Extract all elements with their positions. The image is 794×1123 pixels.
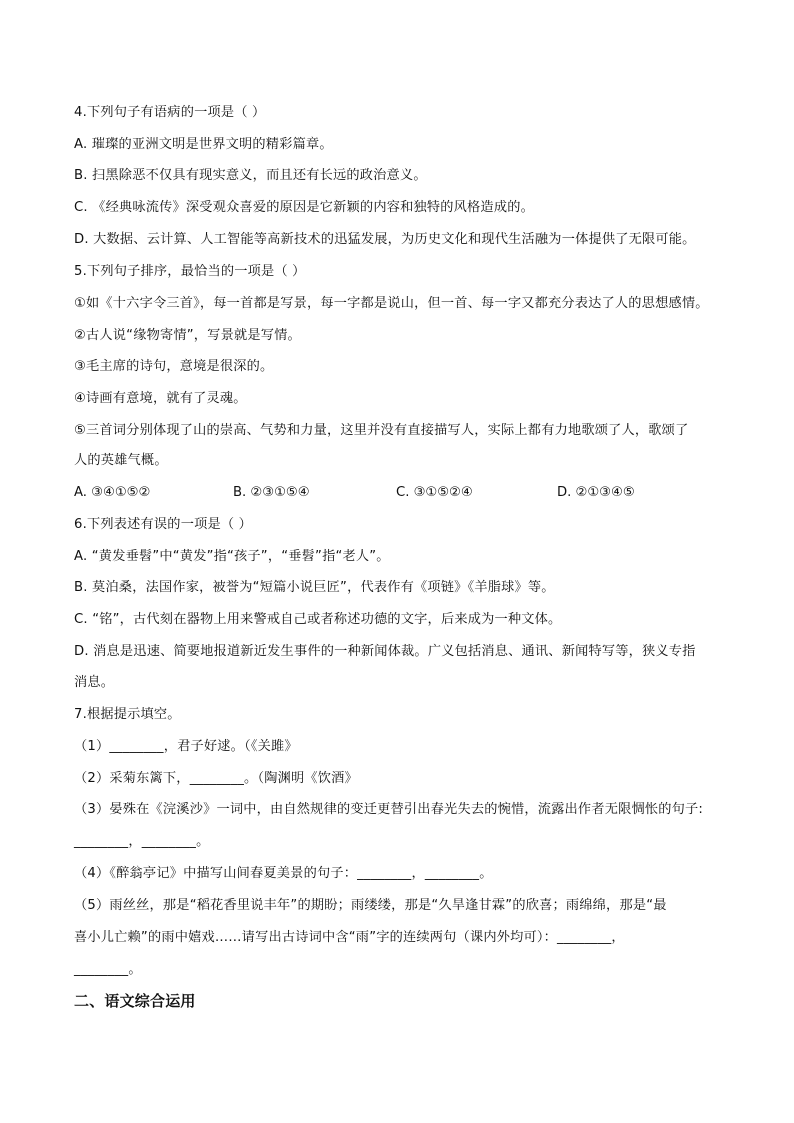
q5-stem: 5.下列句子排序，最恰当的一项是（ ）	[74, 264, 306, 279]
q5-sentence-5-line1: ⑤三首词分别体现了山的崇高、气势和力量，这里并没有直接描写人，实际上都有力地歌颂了人，歌颂了	[74, 423, 689, 438]
q4-option-b: B. 扫黑除恶不仅具有现实意义，而且还有长远的政治意义。	[74, 168, 427, 183]
q6-option-d-line1: D. 消息是迅速、简要地报道新近发生事件的一种新闻体裁。广义包括消息、通讯、新闻特写等，狭义专指	[74, 644, 696, 659]
q4-option-d: D. 大数据、云计算、人工智能等高新技术的迅猛发展，为历史文化和现代生活融为一体提供了无限可能。	[74, 232, 696, 247]
q5-option-d: D. ②①③④⑤	[557, 485, 635, 500]
q7-stem: 7.根据提示填空。	[74, 707, 181, 722]
q7-item-5-line2: 喜小儿亡赖”的雨中嬉戏……请写出古诗词中含“雨”字的连续两句（课内外均可）：________，	[74, 930, 625, 945]
q7-item-4: （4）《醉翁亭记》中描写山间春夏美景的句子：________，________。	[74, 866, 493, 881]
q6-option-c: C. “铭”，古代刻在器物上用来警戒自己或者称述功德的文字，后来成为一种文体。	[74, 612, 562, 627]
q5-sentence-5-line2: 人的英雄气概。	[74, 453, 168, 468]
q7-item-1: （1）________，君子好逑。（《关雎》	[74, 739, 298, 754]
q4-stem: 4.下列句子有语病的一项是（ ）	[74, 105, 266, 120]
q7-item-2: （2）采菊东篱下，________。（陶渊明《饮酒》	[74, 771, 358, 786]
q5-sentence-2: ②古人说“缘物寄情”，写景就是写情。	[74, 328, 301, 343]
q6-option-a: A. “黄发垂髫”中“黄发”指“孩子”，“垂髫”指“老人”。	[74, 549, 390, 564]
q5-sentence-3: ③毛主席的诗句，意境是很深的。	[74, 359, 274, 374]
q5-option-c: C. ③①⑤②④	[396, 485, 473, 500]
q6-option-d-line2: 消息。	[74, 675, 115, 690]
q7-item-3-line1: （3）晏殊在《浣溪沙》一词中，由自然规律的变迁更替引出春光失去的惋惜，流露出作者无限惆怅的句子:	[74, 802, 704, 817]
q6-stem: 6.下列表述有误的一项是（ ）	[74, 517, 253, 532]
q6-option-b: B. 莫泊桑，法国作家，被誉为“短篇小说巨匠”，代表作有《项链》《羊脂球》等。	[74, 580, 555, 595]
q5-option-b: B. ②③①⑤④	[233, 485, 310, 500]
q5-sentence-4: ④诗画有意境，就有了灵魂。	[74, 391, 247, 406]
q7-item-5-line1: （5）雨丝丝，那是“稻花香里说丰年”的期盼；雨缕缕，那是“久旱逢甘霖”的欣喜；雨绵绵，那是“最	[74, 898, 667, 913]
q4-option-a: A. 璀璨的亚洲文明是世界文明的精彩篇章。	[74, 137, 333, 152]
section-heading: 二、语文综合运用	[74, 992, 196, 1010]
q4-option-c: C. 《经典咏流传》深受观众喜爱的原因是它新颖的内容和独特的风格造成的。	[74, 200, 534, 215]
q7-item-3-line2: ________，________。	[74, 834, 210, 849]
q5-sentence-1: ①如《十六字令三首》，每一首都是写景，每一字都是说山，但一首、每一字又都充分表达了人的思想感情。	[74, 296, 709, 311]
q5-option-a: A. ③④①⑤②	[74, 485, 151, 500]
q7-item-5-line3: ________。	[74, 962, 142, 977]
